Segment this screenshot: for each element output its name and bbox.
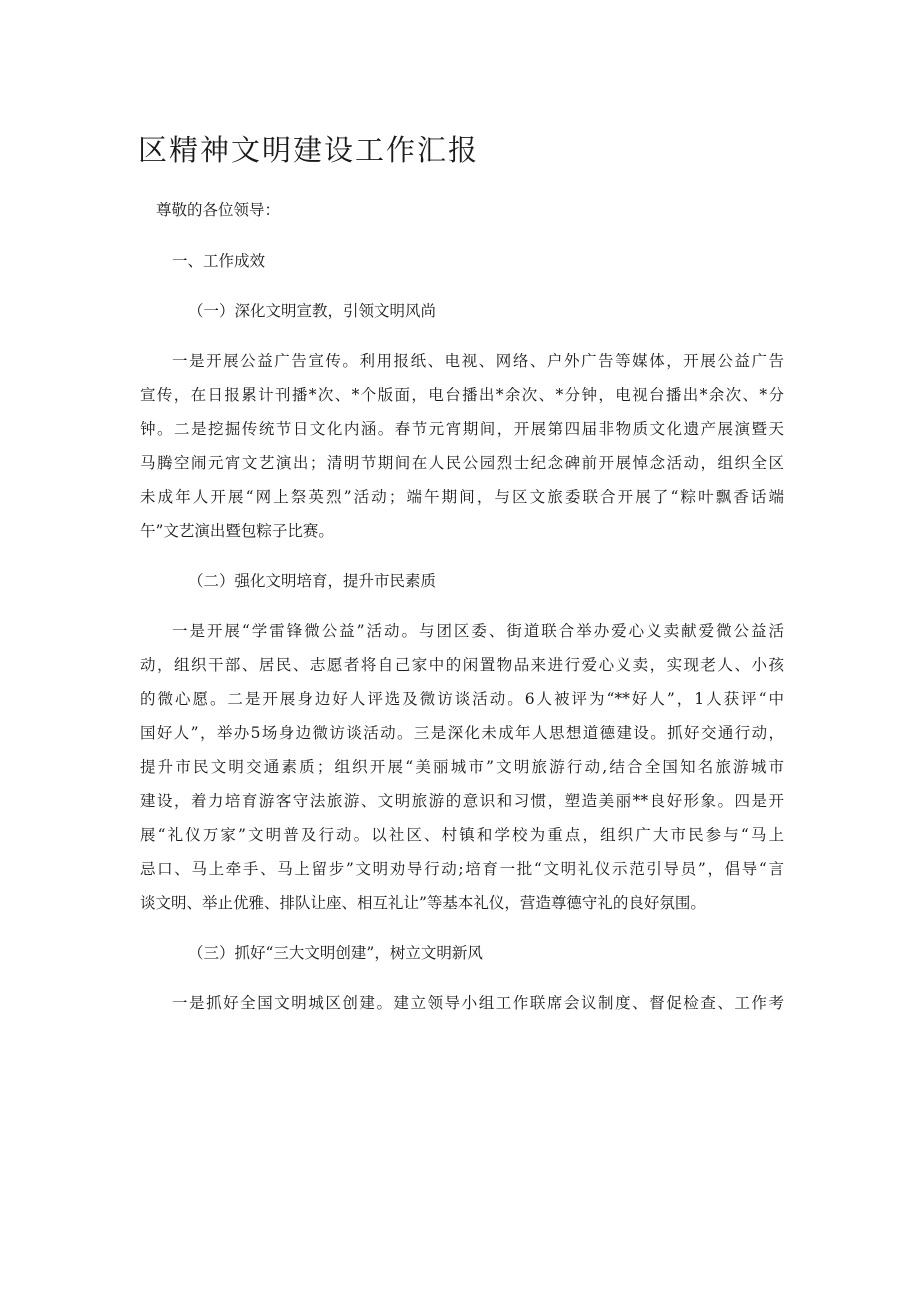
paragraph-line: 提升市民文明交通素质；组织开展“美丽城市”文明旅游行动,结合全国知名旅游城市 xyxy=(140,758,784,776)
document-title: 区精神文明建设工作汇报 xyxy=(138,133,480,167)
paragraph-line: 国好人”，举办5场身边微访谈活动。三是深化未成年人思想道德建设。抓好交通行动， xyxy=(140,724,784,742)
paragraph-line: 一是抓好全国文明城区创建。建立领导小组工作联席会议制度、督促检查、工作考 xyxy=(172,994,784,1012)
subsection-heading: （一）深化文明宣教，引领文明风尚 xyxy=(188,302,437,320)
subsection-heading: （二）强化文明培育，提升市民素质 xyxy=(188,572,437,590)
paragraph-line: 钟。二是挖掘传统节日文化内涵。春节元宵期间，开展第四届非物质文化遗产展演暨天 xyxy=(140,420,784,438)
paragraph-line: 马腾空闹元宵文艺演出；清明节期间在人民公园烈士纪念碑前开展悼念活动，组织全区 xyxy=(140,454,784,472)
paragraph-line: 一是开展公益广告宣传。利用报纸、电视、网络、户外广告等媒体，开展公益广告 xyxy=(172,352,784,370)
paragraph-line: 展“礼仪万家”文明普及行动。以社区、村镇和学校为重点，组织广大市民参与“马上 xyxy=(140,826,784,844)
paragraph-line: 一是开展“学雷锋微公益”活动。与团区委、街道联合举办爱心义卖献爱微公益活 xyxy=(172,622,784,640)
paragraph-line: 谈文明、举止优雅、排队让座、相互礼让”等基本礼仪，营造尊德守礼的良好氛围。 xyxy=(140,894,706,912)
paragraph-line: 未成年人开展“网上祭英烈”活动；端午期间，与区文旅委联合开展了“粽叶飘香话端 xyxy=(140,488,784,506)
paragraph-line: 午”文艺演出暨包粽子比赛。 xyxy=(140,522,334,540)
paragraph-line: 忌口、马上牵手、马上留步”文明劝导行动;培育一批“文明礼仪示范引导员”，倡导“言 xyxy=(140,860,784,878)
paragraph-line: 建设，着力培育游客守法旅游、文明旅游的意识和习惯，塑造美丽**良好形象。四是开 xyxy=(140,792,784,810)
section-heading: 一、工作成效 xyxy=(172,252,266,270)
paragraph-line: 的微心愿。二是开展身边好人评选及微访谈活动。6人被评为“**好人”，1人获评“中 xyxy=(140,690,784,708)
salutation: 尊敬的各位领导： xyxy=(156,201,281,219)
paragraph-line: 宣传，在日报累计刊播*次、*个版面，电台播出*余次、*分钟，电视台播出*余次、*分 xyxy=(140,386,784,404)
subsection-heading: （三）抓好“三大文明创建”，树立文明新风 xyxy=(188,944,483,962)
paragraph-line: 动，组织干部、居民、志愿者将自己家中的闲置物品来进行爱心义卖，实现老人、小孩 xyxy=(140,656,784,674)
